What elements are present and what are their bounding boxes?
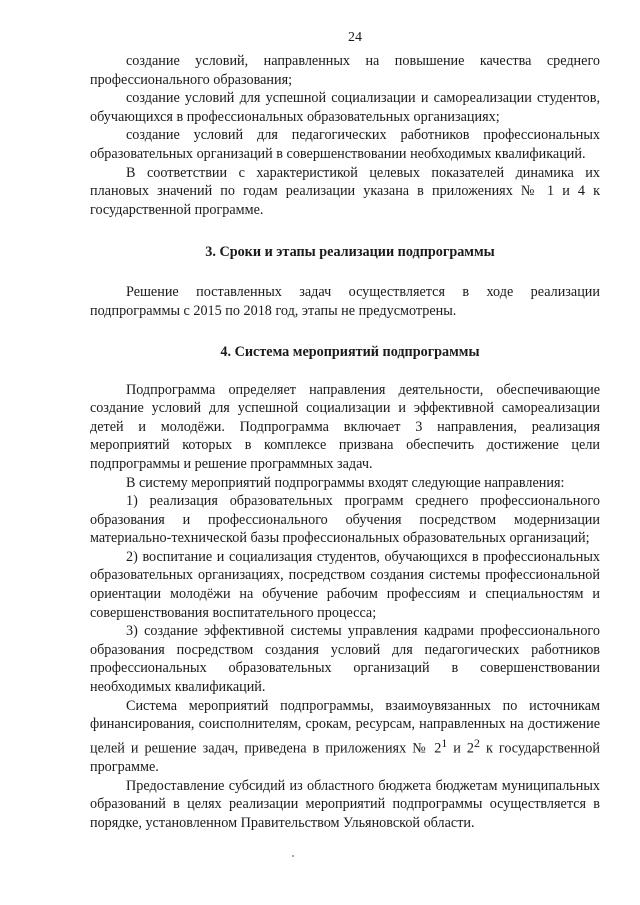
paragraph: создание условий для успешной социализации и самореализации студентов, обучающихся в профессиональных образовательных организациях; xyxy=(90,90,600,125)
paragraph: В соответствии с характеристикой целевых показателей динамика их плановых значений по годам реализации указана в приложениях № 1 и 4 к государственной программе. xyxy=(90,164,600,218)
section-3-heading: 3. Сроки и этапы реализации подпрограммы xyxy=(205,244,495,261)
list-item: 2) воспитание и социализация студентов, обучающихся в профессиональных образовательных организациях, посредством создания системы профессиональной ориентации молодёжи на обучение рабочим профессиям и специальностям и совершенствования воспитательного процесса; xyxy=(90,548,600,621)
paragraph: создание условий, направленных на повышение качества среднего профессионального образования; xyxy=(90,53,600,88)
paragraph: Подпрограмма определяет направления деятельности, обеспечивающие создание условий для успешной социализации и эффективной самореализации детей и молодёжи. Подпрограмма включает 3 направления, реализация мероприятий которых в комплексе призвана обеспечить достижение цели подпрограммы и решение программных задач. xyxy=(90,381,600,472)
text-span: и 2 xyxy=(447,740,475,757)
text-span: к государственной программе. xyxy=(90,740,600,776)
superscript: 1 xyxy=(441,735,448,750)
list-item: 1) реализация образовательных программ среднего профессионального образования и профессионального обучения посредством модернизации материально-технической базы профессиональных образовательных организаций; xyxy=(90,493,600,547)
list-item: 3) создание эффективной системы управления кадрами профессионального образования посредством создания условий для педагогических работников профессиональных образовательных организаций в совершенствовании необходимых квалификаций. xyxy=(90,623,600,696)
page-number: 24 xyxy=(348,30,362,45)
superscript: 2 xyxy=(474,735,480,750)
section-4-heading: 4. Система мероприятий подпрограммы xyxy=(220,343,480,360)
scan-speck xyxy=(292,855,294,857)
paragraph xyxy=(90,697,600,777)
text-span: Система мероприятий подпрограммы, взаимоувязанных по источникам финансирования, соисполнителям, срокам, ресурсам, направленных на достижение целей и решение задач, приведена в приложениях № 2 xyxy=(90,697,600,757)
paragraph: Предоставление субсидий из областного бюджета бюджетам муниципальных образований в целях реализации мероприятий подпрограммы осуществляется в порядке, установленном Правительством Ульяновской области. xyxy=(90,777,600,831)
paragraph: Решение поставленных задач осуществляется в ходе реализации подпрограммы с 2015 по 2018 год, этапы не предусмотрены. xyxy=(90,284,600,319)
paragraph: создание условий для педагогических работников профессиональных образовательных организаций в совершенствовании необходимых квалификаций. xyxy=(90,127,600,162)
paragraph: В систему мероприятий подпрограммы входят следующие направления: xyxy=(126,474,565,491)
